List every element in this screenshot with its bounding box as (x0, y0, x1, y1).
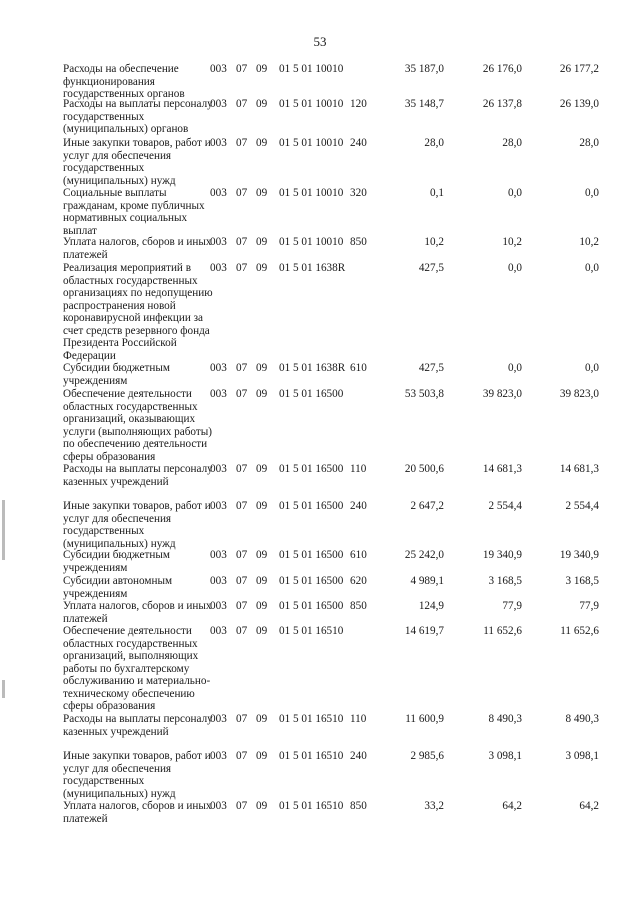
value-next-year: 0,0 (508, 262, 522, 274)
value-second-year: 77,9 (579, 600, 599, 612)
code-subsection: 09 (256, 98, 268, 110)
value-current-year: 25 242,0 (404, 549, 444, 561)
row-name: Иные закупки товаров, работ и услуг для обеспечения государственных (муниципальных) нужд (63, 750, 211, 800)
value-second-year: 3 098,1 (565, 750, 599, 762)
table-row (0, 262, 640, 362)
code-target-article: 01 5 01 16500 (279, 500, 344, 512)
row-name: Уплата налогов, сборов и иных платежей (63, 236, 212, 261)
code-ministry: 003 (210, 388, 227, 400)
value-next-year: 26 137,8 (482, 98, 522, 110)
code-section: 07 (236, 63, 248, 75)
value-second-year: 0,0 (585, 262, 599, 274)
value-second-year: 19 340,9 (559, 549, 599, 561)
value-current-year: 35 148,7 (404, 98, 444, 110)
code-subsection: 09 (256, 187, 268, 199)
row-name: Расходы на выплаты персоналу государственных (муниципальных) органов (63, 98, 213, 135)
code-target-article: 01 5 01 16500 (279, 600, 344, 612)
code-subsection: 09 (256, 625, 268, 637)
value-second-year: 39 823,0 (559, 388, 599, 400)
code-subsection: 09 (256, 713, 268, 725)
value-next-year: 19 340,9 (482, 549, 522, 561)
value-second-year: 10,2 (579, 236, 599, 248)
code-ministry: 003 (210, 600, 227, 612)
value-second-year: 2 554,4 (565, 500, 599, 512)
table-row (0, 575, 640, 600)
code-ministry: 003 (210, 713, 227, 725)
code-ministry: 003 (210, 500, 227, 512)
table-row (0, 500, 640, 549)
value-next-year: 2 554,4 (488, 500, 522, 512)
code-subsection: 09 (256, 549, 268, 561)
code-section: 07 (236, 388, 248, 400)
row-name: Реализация мероприятий в областных государственных организациях по недопущению распространения новой коронавирусной инфекции за счет средств резервного фонда Президента Российской Федерации (63, 262, 213, 362)
table-row (0, 800, 640, 830)
table-row (0, 98, 640, 137)
code-section: 07 (236, 713, 248, 725)
code-section: 07 (236, 625, 248, 637)
code-section: 07 (236, 575, 248, 587)
value-current-year: 14 619,7 (404, 625, 444, 637)
row-name: Субсидии бюджетным учреждениям (63, 362, 170, 387)
value-second-year: 64,2 (579, 800, 599, 812)
value-second-year: 28,0 (579, 137, 599, 149)
row-name: Расходы на обеспечение функционирования государственных органов (63, 63, 185, 100)
value-next-year: 77,9 (502, 600, 522, 612)
code-target-article: 01 5 01 10010 (279, 63, 344, 75)
code-target-article: 01 5 01 10010 (279, 187, 344, 199)
row-name: Иные закупки товаров, работ и услуг для обеспечения государственных (муниципальных) нужд (63, 500, 211, 550)
code-section: 07 (236, 463, 248, 475)
table-row (0, 236, 640, 262)
code-subsection: 09 (256, 463, 268, 475)
value-current-year: 10,2 (424, 236, 444, 248)
code-subsection: 09 (256, 750, 268, 762)
value-current-year: 11 600,9 (405, 713, 444, 725)
code-expense-type: 110 (350, 463, 367, 475)
value-next-year: 14 681,3 (482, 463, 522, 475)
value-next-year: 39 823,0 (482, 388, 522, 400)
value-second-year: 11 652,6 (560, 625, 599, 637)
code-target-article: 01 5 01 10010 (279, 236, 344, 248)
code-expense-type: 240 (350, 750, 367, 762)
code-ministry: 003 (210, 98, 227, 110)
value-current-year: 124,9 (418, 600, 444, 612)
value-second-year: 26 177,2 (559, 63, 599, 75)
code-section: 07 (236, 549, 248, 561)
code-section: 07 (236, 800, 248, 812)
table-row (0, 388, 640, 463)
value-current-year: 4 989,1 (410, 575, 444, 587)
value-next-year: 0,0 (508, 187, 522, 199)
code-section: 07 (236, 187, 248, 199)
code-target-article: 01 5 01 1638R (279, 362, 346, 374)
row-name: Уплата налогов, сборов и иных платежей (63, 600, 212, 625)
code-section: 07 (236, 500, 248, 512)
table-row (0, 600, 640, 625)
code-expense-type: 610 (350, 549, 367, 561)
code-ministry: 003 (210, 187, 227, 199)
code-target-article: 01 5 01 16500 (279, 388, 344, 400)
table-row (0, 463, 640, 500)
code-subsection: 09 (256, 800, 268, 812)
code-expense-type: 850 (350, 600, 367, 612)
code-expense-type: 240 (350, 137, 367, 149)
code-target-article: 01 5 01 16510 (279, 800, 344, 812)
code-subsection: 09 (256, 362, 268, 374)
code-ministry: 003 (210, 262, 227, 274)
code-subsection: 09 (256, 500, 268, 512)
code-subsection: 09 (256, 236, 268, 248)
code-subsection: 09 (256, 63, 268, 75)
code-subsection: 09 (256, 262, 268, 274)
table-row (0, 713, 640, 750)
value-next-year: 64,2 (502, 800, 522, 812)
code-target-article: 01 5 01 16510 (279, 750, 344, 762)
value-current-year: 33,2 (424, 800, 444, 812)
value-next-year: 28,0 (502, 137, 522, 149)
value-current-year: 2 647,2 (410, 500, 444, 512)
code-target-article: 01 5 01 10010 (279, 137, 344, 149)
row-name: Уплата налогов, сборов и иных платежей (63, 800, 212, 825)
value-second-year: 0,0 (585, 187, 599, 199)
code-section: 07 (236, 137, 248, 149)
code-subsection: 09 (256, 600, 268, 612)
code-target-article: 01 5 01 16500 (279, 549, 344, 561)
code-target-article: 01 5 01 16500 (279, 463, 344, 475)
value-current-year: 35 187,0 (404, 63, 444, 75)
table-row (0, 137, 640, 187)
table-row (0, 625, 640, 713)
code-section: 07 (236, 236, 248, 248)
code-ministry: 003 (210, 575, 227, 587)
value-next-year: 3 098,1 (488, 750, 522, 762)
code-section: 07 (236, 98, 248, 110)
code-target-article: 01 5 01 1638R (279, 262, 346, 274)
code-ministry: 003 (210, 800, 227, 812)
value-next-year: 26 176,0 (482, 63, 522, 75)
value-current-year: 53 503,8 (404, 388, 444, 400)
table-row (0, 187, 640, 236)
code-subsection: 09 (256, 575, 268, 587)
row-name: Социальные выплаты гражданам, кроме публичных нормативных социальных выплат (63, 187, 205, 237)
page-number: 53 (313, 34, 327, 49)
code-ministry: 003 (210, 549, 227, 561)
value-next-year: 8 490,3 (488, 713, 522, 725)
row-name: Субсидии автономным учреждениям (63, 575, 173, 600)
code-ministry: 003 (210, 137, 227, 149)
code-expense-type: 610 (350, 362, 367, 374)
value-current-year: 28,0 (424, 137, 444, 149)
value-next-year: 3 168,5 (488, 575, 522, 587)
code-ministry: 003 (210, 463, 227, 475)
row-name: Субсидии бюджетным учреждениям (63, 549, 170, 574)
table-row (0, 549, 640, 575)
code-expense-type: 320 (350, 187, 367, 199)
value-next-year: 10,2 (502, 236, 522, 248)
code-section: 07 (236, 600, 248, 612)
table-row (0, 362, 640, 388)
value-current-year: 2 985,6 (410, 750, 444, 762)
code-target-article: 01 5 01 10010 (279, 98, 344, 110)
table-row (0, 750, 640, 800)
code-expense-type: 620 (350, 575, 367, 587)
code-section: 07 (236, 362, 248, 374)
value-current-year: 20 500,6 (404, 463, 444, 475)
code-expense-type: 120 (350, 98, 367, 110)
code-ministry: 003 (210, 625, 227, 637)
row-name: Расходы на выплаты персоналу казенных учреждений (63, 463, 213, 488)
value-second-year: 8 490,3 (565, 713, 599, 725)
value-second-year: 0,0 (585, 362, 599, 374)
code-subsection: 09 (256, 137, 268, 149)
code-section: 07 (236, 750, 248, 762)
code-ministry: 003 (210, 236, 227, 248)
value-second-year: 14 681,3 (559, 463, 599, 475)
value-second-year: 26 139,0 (559, 98, 599, 110)
value-current-year: 427,5 (418, 362, 444, 374)
row-name: Иные закупки товаров, работ и услуг для обеспечения государственных (муниципальных) нужд (63, 137, 211, 187)
value-current-year: 0,1 (430, 187, 444, 199)
row-name: Расходы на выплаты персоналу казенных учреждений (63, 713, 213, 738)
code-ministry: 003 (210, 362, 227, 374)
value-second-year: 3 168,5 (565, 575, 599, 587)
code-expense-type: 850 (350, 800, 367, 812)
row-name: Обеспечение деятельности областных государственных организаций, оказывающих услуги (выполняющих работы) по обеспечению деятельности сферы образования (63, 388, 212, 463)
code-target-article: 01 5 01 16510 (279, 713, 344, 725)
value-next-year: 11 652,6 (483, 625, 522, 637)
value-current-year: 427,5 (418, 262, 444, 274)
code-expense-type: 110 (350, 713, 367, 725)
code-target-article: 01 5 01 16510 (279, 625, 344, 637)
code-target-article: 01 5 01 16500 (279, 575, 344, 587)
table-row (0, 63, 640, 98)
code-ministry: 003 (210, 63, 227, 75)
code-subsection: 09 (256, 388, 268, 400)
code-section: 07 (236, 262, 248, 274)
code-expense-type: 850 (350, 236, 367, 248)
code-expense-type: 240 (350, 500, 367, 512)
code-ministry: 003 (210, 750, 227, 762)
value-next-year: 0,0 (508, 362, 522, 374)
row-name: Обеспечение деятельности областных государственных организаций, выполняющих работы по бухгалтерскому обслуживанию и материально-техническому обеспечению сферы образования (63, 625, 211, 712)
